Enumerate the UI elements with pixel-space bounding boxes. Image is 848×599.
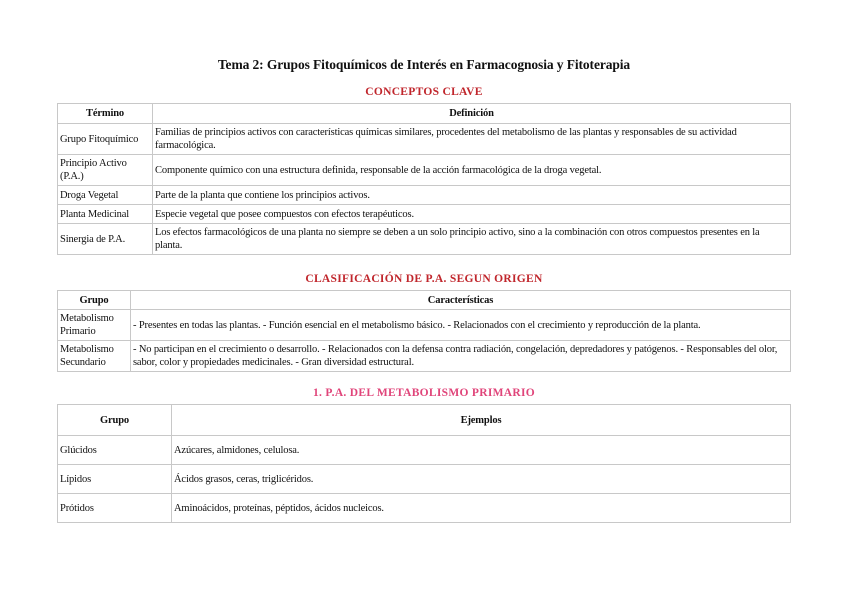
characteristics-cell: - No participan en el crecimiento o desarrollo. - Relacionados con la defensa contra radiación, congelación, depredadores y patógenos. - Responsables del olor, sabor, color y propiedades medicinales. - Gran diversidad estructural. [131,341,791,372]
conceptos-table [57,103,791,255]
column-header-caracteristicas: Características [131,291,791,310]
table-row [58,205,791,224]
table-row [58,155,791,186]
table-header-row [58,104,791,124]
term-cell: Sinergia de P.A. [58,224,153,255]
column-header-termino: Término [58,104,153,124]
group-cell: Lípidos [58,465,172,494]
table-row [58,186,791,205]
section-title-primario: 1. P.A. DEL METABOLISMO PRIMARIO [312,387,536,399]
table-row [58,310,791,341]
primario-table [57,404,791,523]
table-row [58,341,791,372]
clasificacion-table [57,290,791,372]
term-cell: Grupo Fitoquímico [58,124,153,155]
group-cell: Glúcidos [58,436,172,465]
table-row [58,124,791,155]
definition-cell: Parte de la planta que contiene los principios activos. [153,186,791,205]
document-title: Tema 2: Grupos Fitoquímicos de Interés en Farmacognosia y Fitoterapia [217,57,631,72]
examples-cell: Ácidos grasos, ceras, triglicéridos. [172,465,791,494]
definition-cell: Especie vegetal que posee compuestos con efectos terapéuticos. [153,205,791,224]
group-cell: Metabolismo Secundario [58,341,131,372]
examples-cell: Aminoácidos, proteínas, péptidos, ácidos nucleicos. [172,494,791,523]
column-header-grupo: Grupo [58,291,131,310]
definition-cell: Los efectos farmacológicos de una planta no siempre se deben a un solo principio activo, sino a la combinación con otros compuestos presentes en la planta. [153,224,791,255]
table-row [58,494,791,523]
definition-cell: Componente químico con una estructura definida, responsable de la acción farmacológica de la droga vegetal. [153,155,791,186]
table-header-row [58,291,791,310]
examples-cell: Azúcares, almidones, celulosa. [172,436,791,465]
column-header-ejemplos: Ejemplos [172,405,791,436]
table-row [58,465,791,494]
section-title-conceptos: CONCEPTOS CLAVE [365,86,483,98]
term-cell: Droga Vegetal [58,186,153,205]
column-header-definicion: Definición [153,104,791,124]
definition-cell: Familias de principios activos con características químicas similares, procedentes del metabolismo de las plantas y responsables de su actividad farmacológica. [153,124,791,155]
term-cell: Principio Activo (P.A.) [58,155,153,186]
section-title-clasificacion: CLASIFICACIÓN DE P.A. SEGUN ORIGEN [305,273,543,285]
column-header-grupo: Grupo [58,405,172,436]
group-cell: Prótidos [58,494,172,523]
table-row [58,436,791,465]
characteristics-cell: - Presentes en todas las plantas. - Función esencial en el metabolismo básico. - Relacionados con el crecimiento y reproducción de la planta. [131,310,791,341]
term-cell: Planta Medicinal [58,205,153,224]
table-header-row [58,405,791,436]
group-cell: Metabolismo Primario [58,310,131,341]
table-row [58,224,791,255]
